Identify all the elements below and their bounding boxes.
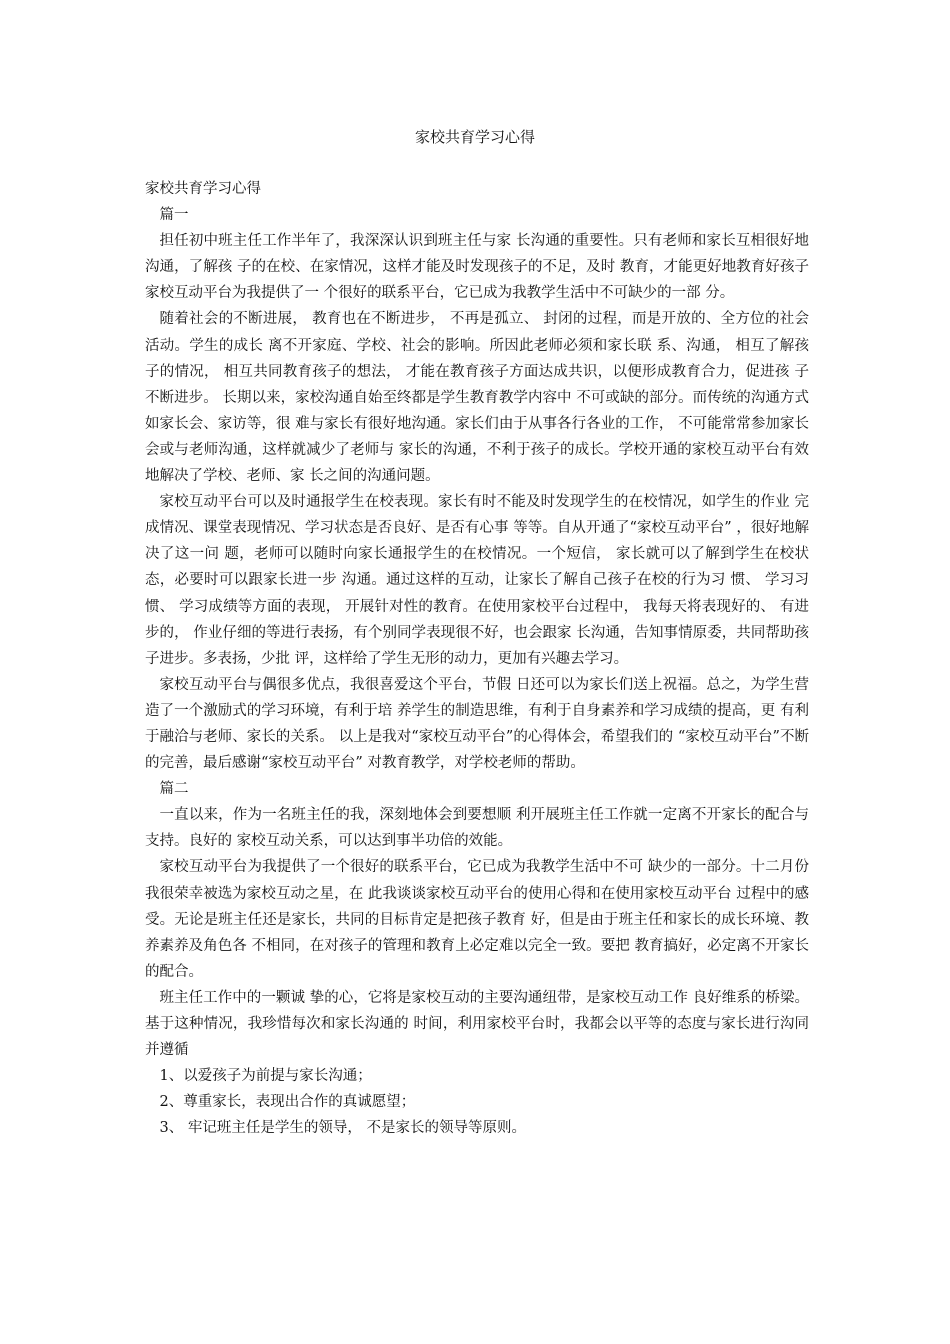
paragraph: 随着社会的不断进展， 教育也在不断进步， 不再是孤立、 封闭的过程，而是开放的、全方位的社会活动。学生的成长 离不开家庭、学校、社会的影响。所因此老师必须和家长联 系、沟通， 相互了解孩子的情况， 相互共同教育孩子的想法， 才能在教育孩子方面达成共识，以便形成教育合力，促进孩 子不断进步。 长期以来，家校沟通自始至终都是学生教育教学内容中 不可或缺的部分。而传统的沟通方式如家长会、家访等，很 难与家长有很好地沟通。家长们由于从事各行各业的工作， 不可能常常参加家长会或与老师沟通，这样就减少了老师与 家长的沟通，不利于孩子的成长。学校开通的家校互动平台有效地解决了学校、老师、家 长之间的沟通问题。 bbox=[145, 311, 809, 485]
list-item: 2、尊重家长，表现出合作的真诚愿望； bbox=[159, 1094, 416, 1111]
document-body bbox=[145, 176, 809, 1141]
paragraph: 一直以来，作为一名班主任的我，深刻地体会到要想顺 利开展班主任工作就一定离不开家长的配合与支持。良好的 家校互动关系，可以达到事半功倍的效能。 bbox=[145, 807, 809, 850]
section-heading-part2: 篇二 bbox=[159, 781, 189, 798]
paragraph: 担任初中班主任工作半年了，我深深认识到班主任与家 长沟通的重要性。只有老师和家长互相很好地沟通，了解孩 子的在校、在家情况，这样才能及时发现孩子的不足，及时 教育，才能更好地教育好孩子家校互动平台为我提供了一 个很好的联系平台，它已成为我教学生活中不可缺少的一部 分。 bbox=[145, 233, 809, 302]
paragraph: 家校互动平台可以及时通报学生在校表现。家长有时不能及时发现学生的在校情况，如学生的作业 完成情况、课堂表现情况、学习状态是否良好、是否有心事 等等。自从开通了“家校互动平台” ，很好地解决了这一问 题，老师可以随时向家长通报学生的在校情况。一个短信， 家长就可以了解到学生在校状态，必要时可以跟家长进一步 沟通。通过这样的互动，让家长了解自己孩子在校的行为习 惯、 学习习惯、 学习成绩等方面的表现， 开展针对性的教育。在使用家校平台过程中， 我每天将表现好的、 有进步的， 作业仔细的等进行表扬，有个别同学表现很不好，也会跟家 长沟通，告知事情原委，共同帮助孩子进步。多表扬，少批 评，这样给了学生无形的动力，更加有兴趣去学习。 bbox=[145, 494, 809, 667]
document-title: 家校共育学习心得 bbox=[414, 128, 535, 146]
list-item: 3、 牢记班主任是学生的领导， 不是家长的领导等原则。 bbox=[159, 1120, 526, 1137]
paragraph: 家校互动平台与偶很多优点，我很喜爱这个平台，节假 日还可以为家长们送上祝福。总之，为学生营造了一个激励式的学习环境，有利于培 养学生的制造思维，有利于自身素养和学习成绩的提高，更 有利于融洽与老师、家长的关系。 以上是我对“家校互动平台”的心得体会，希望我们的 “家校互动平台”不断的完善，最后感谢“家校互动平台” 对教育教学，对学校老师的帮助。 bbox=[145, 676, 809, 772]
list-item: 1、以爱孩子为前提与家长沟通； bbox=[159, 1068, 372, 1085]
document-subtitle: 家校共育学习心得 bbox=[145, 181, 261, 197]
paragraph: 班主任工作中的一颗诚 挚的心，它将是家校互动的主要沟通纽带，是家校互动工作 良好维系的桥梁。基于这种情况，我珍惜每次和家长沟通的 时间，利用家校平台时，我都会以平等的态度与家长进行沟同并遵循 bbox=[145, 989, 809, 1059]
section-heading-part1: 篇一 bbox=[159, 207, 189, 224]
paragraph: 家校互动平台为我提供了一个很好的联系平台，它已成为我教学生活中不可 缺少的一部分。十二月份我很荣幸被选为家校互动之星，在 此我谈谈家校互动平台的使用心得和在使用家校互动平台 过程中的感受。无论是班主任还是家长，共同的目标肯定是把孩子教育 好，但是由于班主任和家长的成长环境、教养素养及角色各 不相同，在对孩子的管理和教育上必定难以完全一致。要把 教育搞好，必定离不开家长的配合。 bbox=[145, 859, 809, 980]
